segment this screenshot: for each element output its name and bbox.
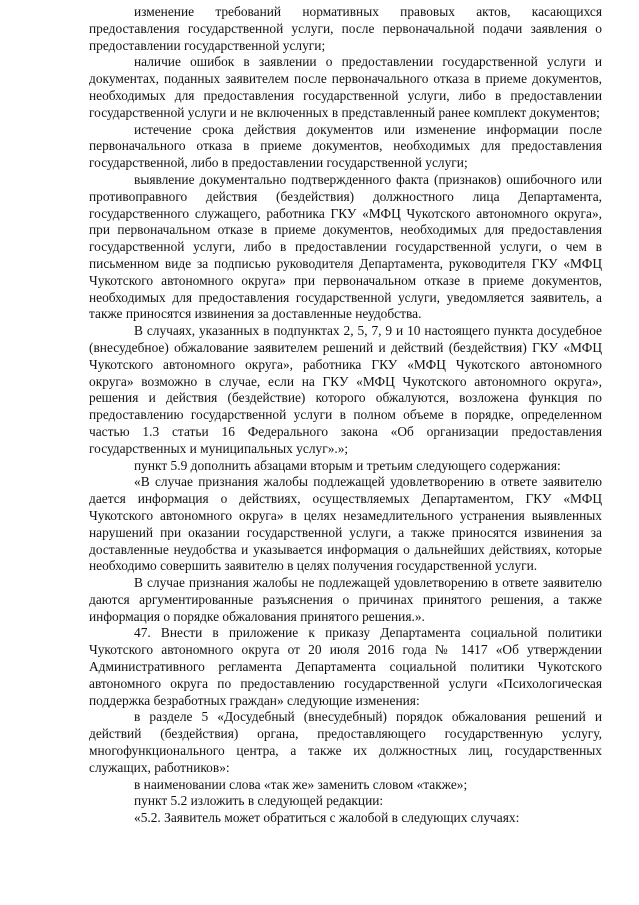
paragraph: «5.2. Заявитель может обратиться с жалобой в следующих случаях: [134,810,520,826]
paragraph: изменение требований нормативных правовых актов, касающихся предоставления государственной услуги, после первоначальной подачи заявления о предоставлении государственной услуги; [89,4,602,53]
paragraph: истечение срока действия документов или изменение информации после первоначального отказа в приеме документов, необходимых для предоставления государственной, либо в предоставлении государственной услуги; [89,121,602,171]
document-page [89,4,602,827]
paragraph: В случаях, указанных в подпунктах 2, 5, 7, 9 и 10 настоящего пункта досудебное (внесудебное) обжалование заявителем решений и действий (бездействия) ГКУ «МФЦ Чукотского автономного округа», работника ГКУ «МФЦ Чукотского автономного округа» возможно в случае, если на ГКУ «МФЦ Чукотского автономного округа», решения и действия (бездействие) которого обжалуются, возложена функция по предоставлению государственной услуги в полном объеме в порядке, определенном частью 1.3 статьи 16 Федерального закона «Об организации предоставления государственных и муниципальных услуг».»; [89,323,602,456]
paragraph: «В случае признания жалобы подлежащей удовлетворению в ответе заявителю дается информация о действиях, осуществляемых Департаментом, ГКУ «МФЦ Чукотского автономного округа» в целях незамедлительного устранения выявленных нарушений при оказании государственной услуги, а также приносятся извинения за доставленные неудобства и указывается информация о дальнейших действиях, которые необходимо совершить заявителю в целях получения государственной услуги. [89,474,602,574]
paragraph: пункт 5.2 изложить в следующей редакции: [134,793,384,809]
paragraph: 47. Внести в приложение к приказу Департамента социальной политики Чукотского автономного округа от 20 июля 2016 года № 1417 «Об утверждении Административного регламента Департамента социальной политики Чукотского автономного округа по предоставлению государственной услуги «Психологическая поддержка безработных граждан» следующие изменения: [89,625,602,708]
paragraph: наличие ошибок в заявлении о предоставлении государственной услуги и документах, поданных заявителем после первоначального отказа в приеме документов, необходимых для предоставления государственной услуги, либо в предоставлении государственной услуги и не включенных в представленный ранее комплект документов; [89,54,602,120]
paragraph: выявление документально подтвержденного факта (признаков) ошибочного или противоправного действия (бездействия) должностного лица Департамента, государственного служащего, работника ГКУ «МФЦ Чукотского автономного округа», при первоначальном отказе в приеме документов, необходимых для предоставления государственной услуги, либо в предоставлении государственной услуги, о чем в письменном виде за подписью руководителя Департамента, руководителя ГКУ «МФЦ Чукотского автономного округа» при первоначальном отказе в приеме документов, необходимых для предоставления государственной услуги, уведомляется заявитель, а также приносятся извинения за доставленные неудобства. [89,171,602,322]
paragraph: пункт 5.9 дополнить абзацами вторым и третьим следующего содержания: [134,457,561,473]
paragraph: в наименовании слова «так же» заменить словом «также»; [134,776,468,792]
paragraph: в разделе 5 «Досудебный (внесудебный) порядок обжалования решений и действий (бездействия) органа, предоставляющего государственную услугу, многофункционального центра, а также их должностных лиц, государственных служащих, работников»: [89,709,602,775]
paragraph: В случае признания жалобы не подлежащей удовлетворению в ответе заявителю даются аргументированные разъяснения о причинах принятого решения, а также информация о порядке обжалования принятого решения.». [89,575,602,624]
